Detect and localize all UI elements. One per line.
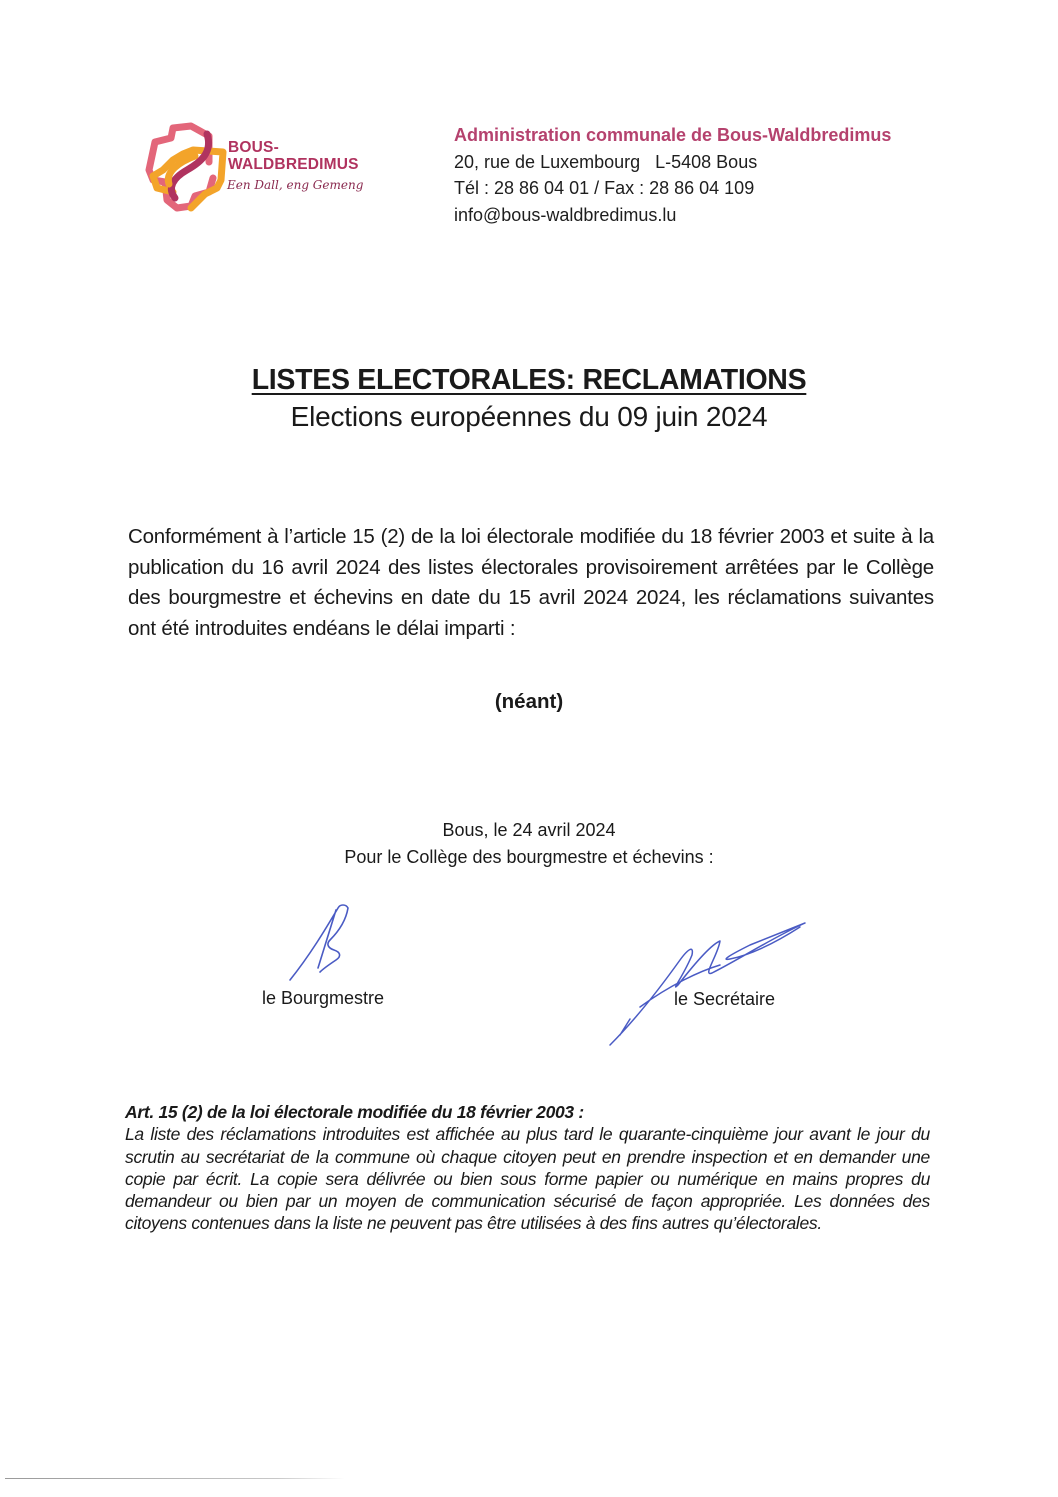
body-paragraph: Conformément à l’article 15 (2) de la loi électorale modifiée du 18 février 2003 et suite à la publication du 16 avril 2024 des listes électorales provisoirement arrêtées par le Collège des bourgmestre et échevins en date du 15 avril 2024 2024, les réclamations suivantes ont été introduites endéans le délai imparti : [128,525,934,640]
commune-logo-icon [143,122,233,214]
signatory-secretaire: le Secrétaire [674,989,776,1009]
on-behalf-line: Pour le Collège des bourgmestre et échevins : [344,846,714,867]
logo-name-line2: WALDBREDIMUS [228,156,359,173]
organization-email[interactable]: info@bous-waldbredimus.lu [454,204,677,225]
document-title-block [0,364,1058,433]
logo-tagline: Een Dall, eng Gemeng [227,178,364,192]
document-title: LISTES ELECTORALES: RECLAMATIONS [251,364,807,396]
secretaire-signature-icon [600,915,815,1055]
organization-phone-fax: Tél : 28 86 04 01 / Fax : 28 86 04 109 [454,178,755,198]
place-date: Bous, le 24 avril 2024 [442,820,616,840]
organization-block [454,122,891,228]
legal-note-text: La liste des réclamations introduites est affichée au plus tard le quarante-cinquième jour avant le jour du scrutin au secrétariat de la commune où chaque citoyen peut en prendre inspection et en demander une copie par écrit. La copie sera délivrée ou bien sous forme papier ou numérique en mains propres du demandeur ou bien par un moyen de communication sécurisé de façon appropriée. Les données des citoyens contenues dans la liste ne peuvent pas être utilisées à des fins autres qu’électorales. [125,1124,930,1234]
logo-wordmark [228,139,359,173]
bottom-divider [5,1478,345,1479]
signatory-bourgmestre: le Bourgmestre [262,988,385,1008]
legal-note-title: Art. 15 (2) de la loi électorale modifiée du 18 février 2003 : [125,1102,584,1122]
signoff-block [0,817,1058,870]
organization-name: Administration communale de Bous-Waldbredimus [454,125,892,145]
document-subtitle: Elections européennes du 09 juin 2024 [290,401,768,432]
logo-name-line1: BOUS- [228,139,279,156]
result-statement: (néant) [494,690,564,713]
organization-address: 20, rue de Luxembourg L-5408 Bous [454,151,758,172]
bourgmestre-signature-icon [280,900,390,990]
legal-note [125,1101,930,1235]
